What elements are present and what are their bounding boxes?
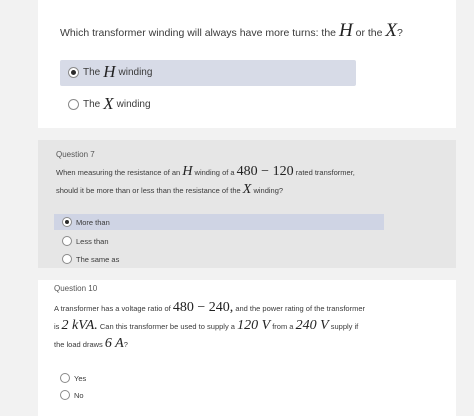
voltage-ratio: 480 − 240,	[172, 300, 234, 315]
var-x: X	[242, 182, 252, 197]
prompt-text: winding of a	[194, 168, 235, 177]
radio-button[interactable]	[62, 254, 72, 264]
option-var: X	[103, 94, 114, 113]
option-label: Yes	[74, 373, 87, 383]
prompt-qmark: ?	[397, 27, 403, 39]
var-h: H	[182, 164, 193, 179]
question-7-title: Question 7	[56, 150, 95, 159]
question-10-prompt-line3	[54, 336, 128, 352]
radio-button[interactable]	[68, 99, 79, 110]
option-label: winding	[116, 98, 151, 110]
question-10-prompt-line2	[54, 318, 358, 334]
prompt-text: from a	[272, 322, 294, 331]
prompt-text: rated transformer,	[295, 168, 355, 177]
option-no[interactable]	[60, 390, 84, 400]
voltage-120: 120 V	[237, 318, 271, 333]
question-7-card	[38, 140, 456, 268]
option-label: winding	[118, 66, 153, 78]
radio-button-selected[interactable]	[62, 217, 72, 227]
option-label: The	[83, 66, 101, 78]
radio-button[interactable]	[62, 236, 72, 246]
power-rating: 2 kVA.	[61, 318, 98, 333]
var-x: X	[385, 20, 397, 41]
option-label: Less than	[76, 236, 109, 246]
prompt-text: is	[54, 322, 60, 331]
prompt-text: the load draws	[54, 340, 103, 349]
option-label: No	[74, 390, 84, 400]
prompt-qmark: ?	[123, 340, 128, 349]
question-1-card	[38, 0, 456, 128]
var-h: H	[338, 20, 353, 41]
option-yes[interactable]	[60, 373, 86, 383]
option-same-as[interactable]	[62, 254, 119, 264]
prompt-text: should it be more than or less than the resistance of the	[56, 186, 241, 195]
prompt-text: A transformer has a voltage ratio of	[54, 304, 171, 313]
voltage-240: 240 V	[295, 318, 329, 333]
radio-button[interactable]	[60, 373, 70, 383]
option-var: H	[103, 62, 116, 81]
prompt-or: or the	[355, 27, 383, 39]
load-current: 6 A	[104, 336, 124, 351]
question-1-prompt	[60, 20, 403, 42]
radio-button-selected[interactable]	[68, 67, 79, 78]
prompt-text: When measuring the resistance of an	[56, 168, 181, 177]
question-10-card	[38, 280, 456, 416]
prompt-text: and the power rating of the transformer	[235, 304, 365, 313]
prompt-text: Which transformer winding will always have more turns: the	[60, 27, 337, 39]
question-10-title: Question 10	[54, 284, 98, 293]
option-label: The same as	[76, 254, 120, 264]
option-h-winding[interactable]	[68, 62, 152, 82]
option-x-winding[interactable]	[68, 94, 151, 114]
prompt-text: Can this transformer be used to supply a	[99, 322, 235, 331]
question-7-prompt-line1	[56, 164, 355, 180]
prompt-text: supply if	[330, 322, 359, 331]
prompt-text: winding?	[253, 186, 284, 195]
question-10-prompt-line1	[54, 300, 365, 316]
radio-button[interactable]	[60, 390, 70, 400]
option-label: The	[83, 98, 101, 110]
voltage-ratio: 480 − 120	[236, 164, 294, 179]
option-more-than[interactable]	[62, 217, 110, 227]
option-less-than[interactable]	[62, 236, 109, 246]
option-label: More than	[76, 217, 110, 227]
question-7-prompt-line2	[56, 182, 283, 198]
